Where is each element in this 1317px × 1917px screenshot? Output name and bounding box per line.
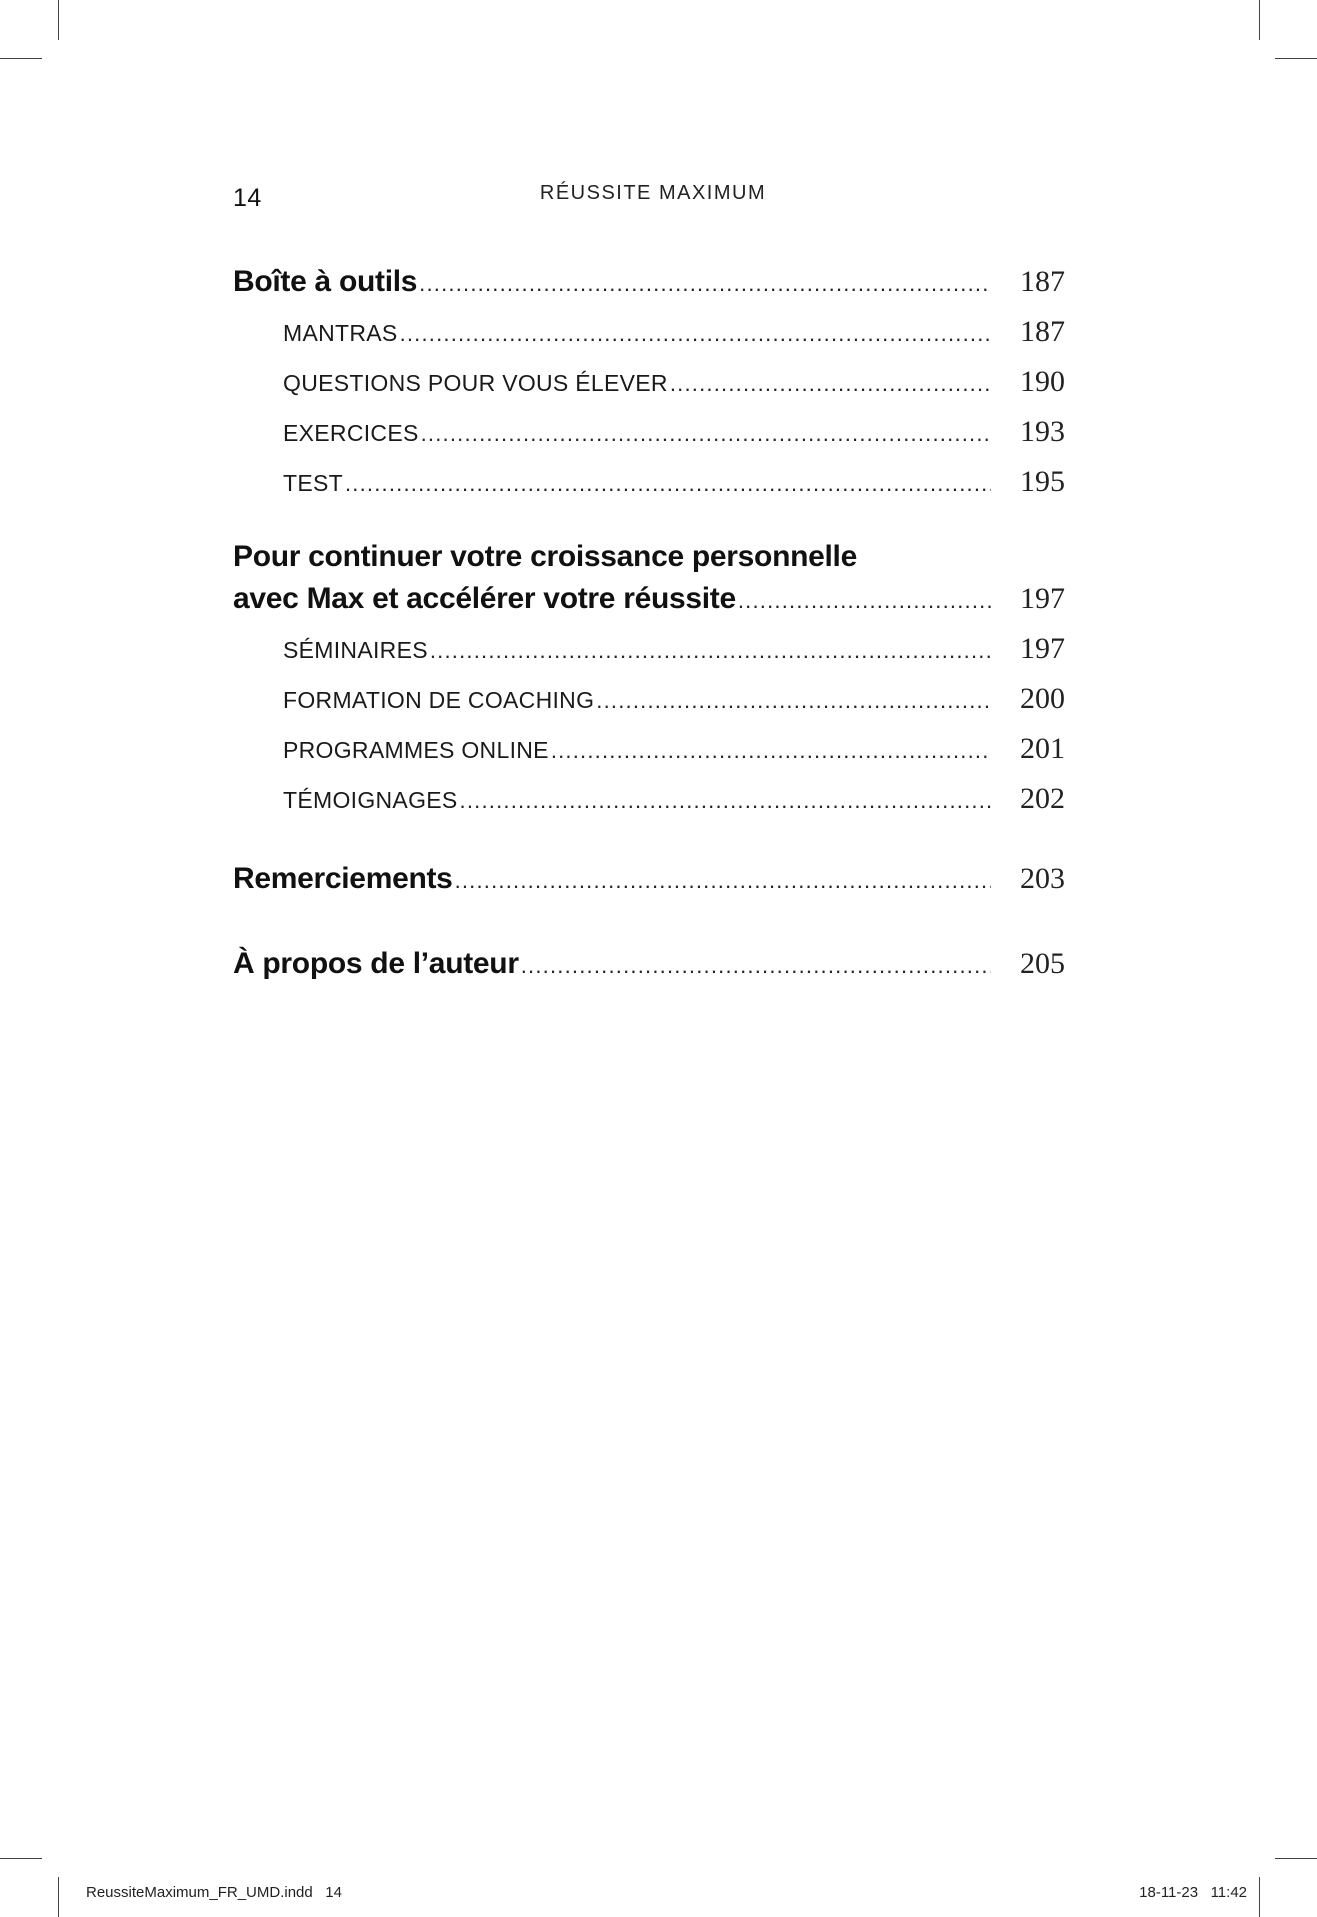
crop-mark-top-left-vertical bbox=[58, 0, 59, 40]
toc-entry-title: Remerciements bbox=[233, 862, 453, 895]
toc-entry-page: 187 bbox=[1020, 265, 1065, 298]
dot-leader bbox=[400, 321, 991, 347]
running-head bbox=[0, 180, 1317, 212]
toc-subentry-title: MANTRAS bbox=[283, 320, 398, 346]
toc-subentry-title: QUESTIONS POUR VOUS ÉLEVER bbox=[283, 370, 668, 396]
toc-subentry-page: 193 bbox=[1020, 415, 1065, 448]
toc-subentry-test bbox=[283, 465, 1065, 499]
toc-subentry-title: SÉMINAIRES bbox=[283, 637, 428, 663]
toc-subentry-title: EXERCICES bbox=[283, 420, 419, 446]
toc-subentry-title: PROGRAMMES ONLINE bbox=[283, 737, 549, 763]
toc-entry-page: 203 bbox=[1020, 862, 1065, 895]
crop-mark-bottom-right-vertical bbox=[1259, 1877, 1260, 1917]
toc-subentry-page: 195 bbox=[1020, 465, 1065, 498]
toc-entry-title: Boîte à outils bbox=[233, 265, 418, 298]
dot-leader bbox=[419, 271, 991, 297]
toc-entry-croissance-line1: Pour continuer votre croissance personnelle bbox=[233, 540, 857, 573]
dot-leader bbox=[455, 868, 991, 894]
dot-leader bbox=[430, 638, 991, 664]
toc-entry-title: À propos de l’auteur bbox=[233, 947, 519, 980]
toc-subentry-mantras bbox=[283, 315, 1065, 349]
toc-subentry-page: 190 bbox=[1020, 365, 1065, 398]
dot-leader bbox=[460, 788, 991, 814]
toc-subentry-programmes bbox=[283, 732, 1065, 766]
crop-mark-top-right-vertical bbox=[1259, 0, 1260, 40]
dot-leader bbox=[738, 588, 991, 614]
toc-subentry-page: 202 bbox=[1020, 782, 1065, 815]
toc-subentry-title: TEST bbox=[283, 470, 343, 496]
toc-subentry-title: FORMATION DE COACHING bbox=[283, 687, 595, 713]
crop-mark-bottom-left-horizontal bbox=[0, 1858, 42, 1859]
toc-entry-title: avec Max et accélérer votre réussite bbox=[233, 582, 736, 615]
dot-leader bbox=[551, 738, 991, 764]
dot-leader bbox=[596, 688, 991, 714]
toc-subentry-temoignages bbox=[283, 782, 1065, 816]
dot-leader bbox=[421, 421, 991, 447]
toc-subentry-formation bbox=[283, 682, 1065, 716]
toc-subentry-page: 200 bbox=[1020, 682, 1065, 715]
toc-entry-a-propos bbox=[233, 947, 1065, 981]
toc-entry-remerciements bbox=[233, 862, 1065, 896]
toc-entry-page: 205 bbox=[1020, 947, 1065, 980]
crop-mark-top-left-horizontal bbox=[0, 58, 42, 59]
dot-leader bbox=[670, 371, 991, 397]
crop-mark-bottom-right-horizontal bbox=[1275, 1858, 1317, 1859]
slug-file-name: ReussiteMaximum_FR_UMD.indd 14 bbox=[86, 1884, 342, 1901]
toc-subentry-questions bbox=[283, 365, 1065, 399]
crop-mark-top-right-horizontal bbox=[1275, 58, 1317, 59]
crop-mark-bottom-left-vertical bbox=[58, 1877, 59, 1917]
toc-entry-page: 197 bbox=[1020, 582, 1065, 615]
toc-subentry-exercices bbox=[283, 415, 1065, 449]
toc-subentry-page: 201 bbox=[1020, 732, 1065, 765]
toc-subentry-page: 187 bbox=[1020, 315, 1065, 348]
running-title: RÉUSSITE MAXIMUM bbox=[539, 182, 767, 204]
slug-datetime: 18-11-23 11:42 bbox=[1139, 1884, 1247, 1901]
toc-subentry-title: TÉMOIGNAGES bbox=[283, 787, 458, 813]
toc-subentry-page: 197 bbox=[1020, 632, 1065, 665]
page-number: 14 bbox=[233, 184, 262, 212]
toc-subentry-seminaires bbox=[283, 632, 1065, 666]
dot-leader bbox=[345, 471, 991, 497]
toc-entry-boite-a-outils bbox=[233, 265, 1065, 299]
toc-entry-croissance bbox=[233, 582, 1065, 616]
dot-leader bbox=[521, 953, 991, 979]
